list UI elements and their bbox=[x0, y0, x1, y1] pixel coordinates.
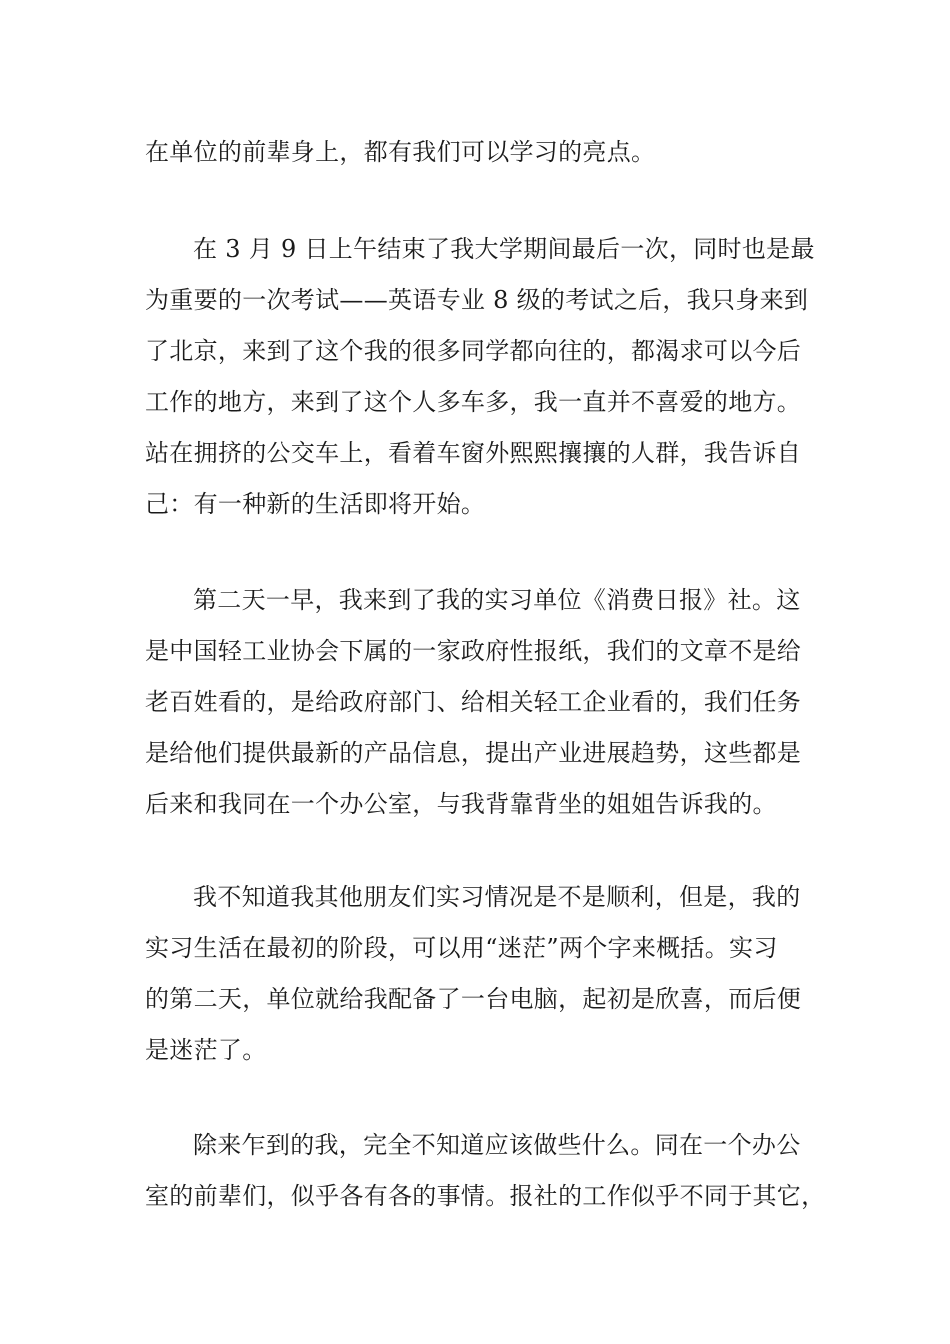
text-line: 是中国轻工业协会下属的一家政府性报纸，我们的文章不是给 bbox=[145, 637, 802, 665]
text-line: 为重要的一次考试——英语专业 8 级的考试之后，我只身来到 bbox=[145, 286, 809, 314]
text-line: 第二天一早，我来到了我的实习单位《消费日报》社。这 bbox=[193, 586, 801, 614]
text-line: 的第二天，单位就给我配备了一台电脑，起初是欣喜，而后便 bbox=[145, 985, 802, 1013]
text-line: 后来和我同在一个办公室，与我背靠背坐的姐姐告诉我的。 bbox=[145, 790, 777, 818]
text-line: 在 3 月 9 日上午结束了我大学期间最后一次，同时也是最 bbox=[193, 235, 815, 263]
text-line: 我不知道我其他朋友们实习情况是不是顺利，但是，我的 bbox=[193, 883, 801, 911]
text-line: 除来乍到的我，完全不知道应该做些什么。同在一个办公 bbox=[193, 1131, 801, 1159]
text-line: 己：有一种新的生活即将开始。 bbox=[145, 490, 486, 518]
text-line: 工作的地方，来到了这个人多车多，我一直并不喜爱的地方。 bbox=[145, 388, 802, 416]
text-line: 了北京，来到了这个我的很多同学都向往的，都渴求可以今后 bbox=[145, 337, 802, 365]
text-line: 站在拥挤的公交车上，看着车窗外熙熙攘攘的人群，我告诉自 bbox=[145, 439, 802, 467]
text-line: 是迷茫了。 bbox=[145, 1036, 267, 1064]
text-line: 在单位的前辈身上，都有我们可以学习的亮点。 bbox=[145, 138, 656, 166]
text-line: 是给他们提供最新的产品信息，提出产业进展趋势，这些都是 bbox=[145, 739, 802, 767]
text-line: 实习生活在最初的阶段，可以用“迷茫”两个字来概括。实习 bbox=[145, 934, 778, 962]
text-line: 老百姓看的，是给政府部门、给相关轻工企业看的，我们任务 bbox=[145, 688, 802, 716]
text-line: 室的前辈们，似乎各有各的事情。报社的工作似乎不同于其它， bbox=[145, 1182, 826, 1210]
